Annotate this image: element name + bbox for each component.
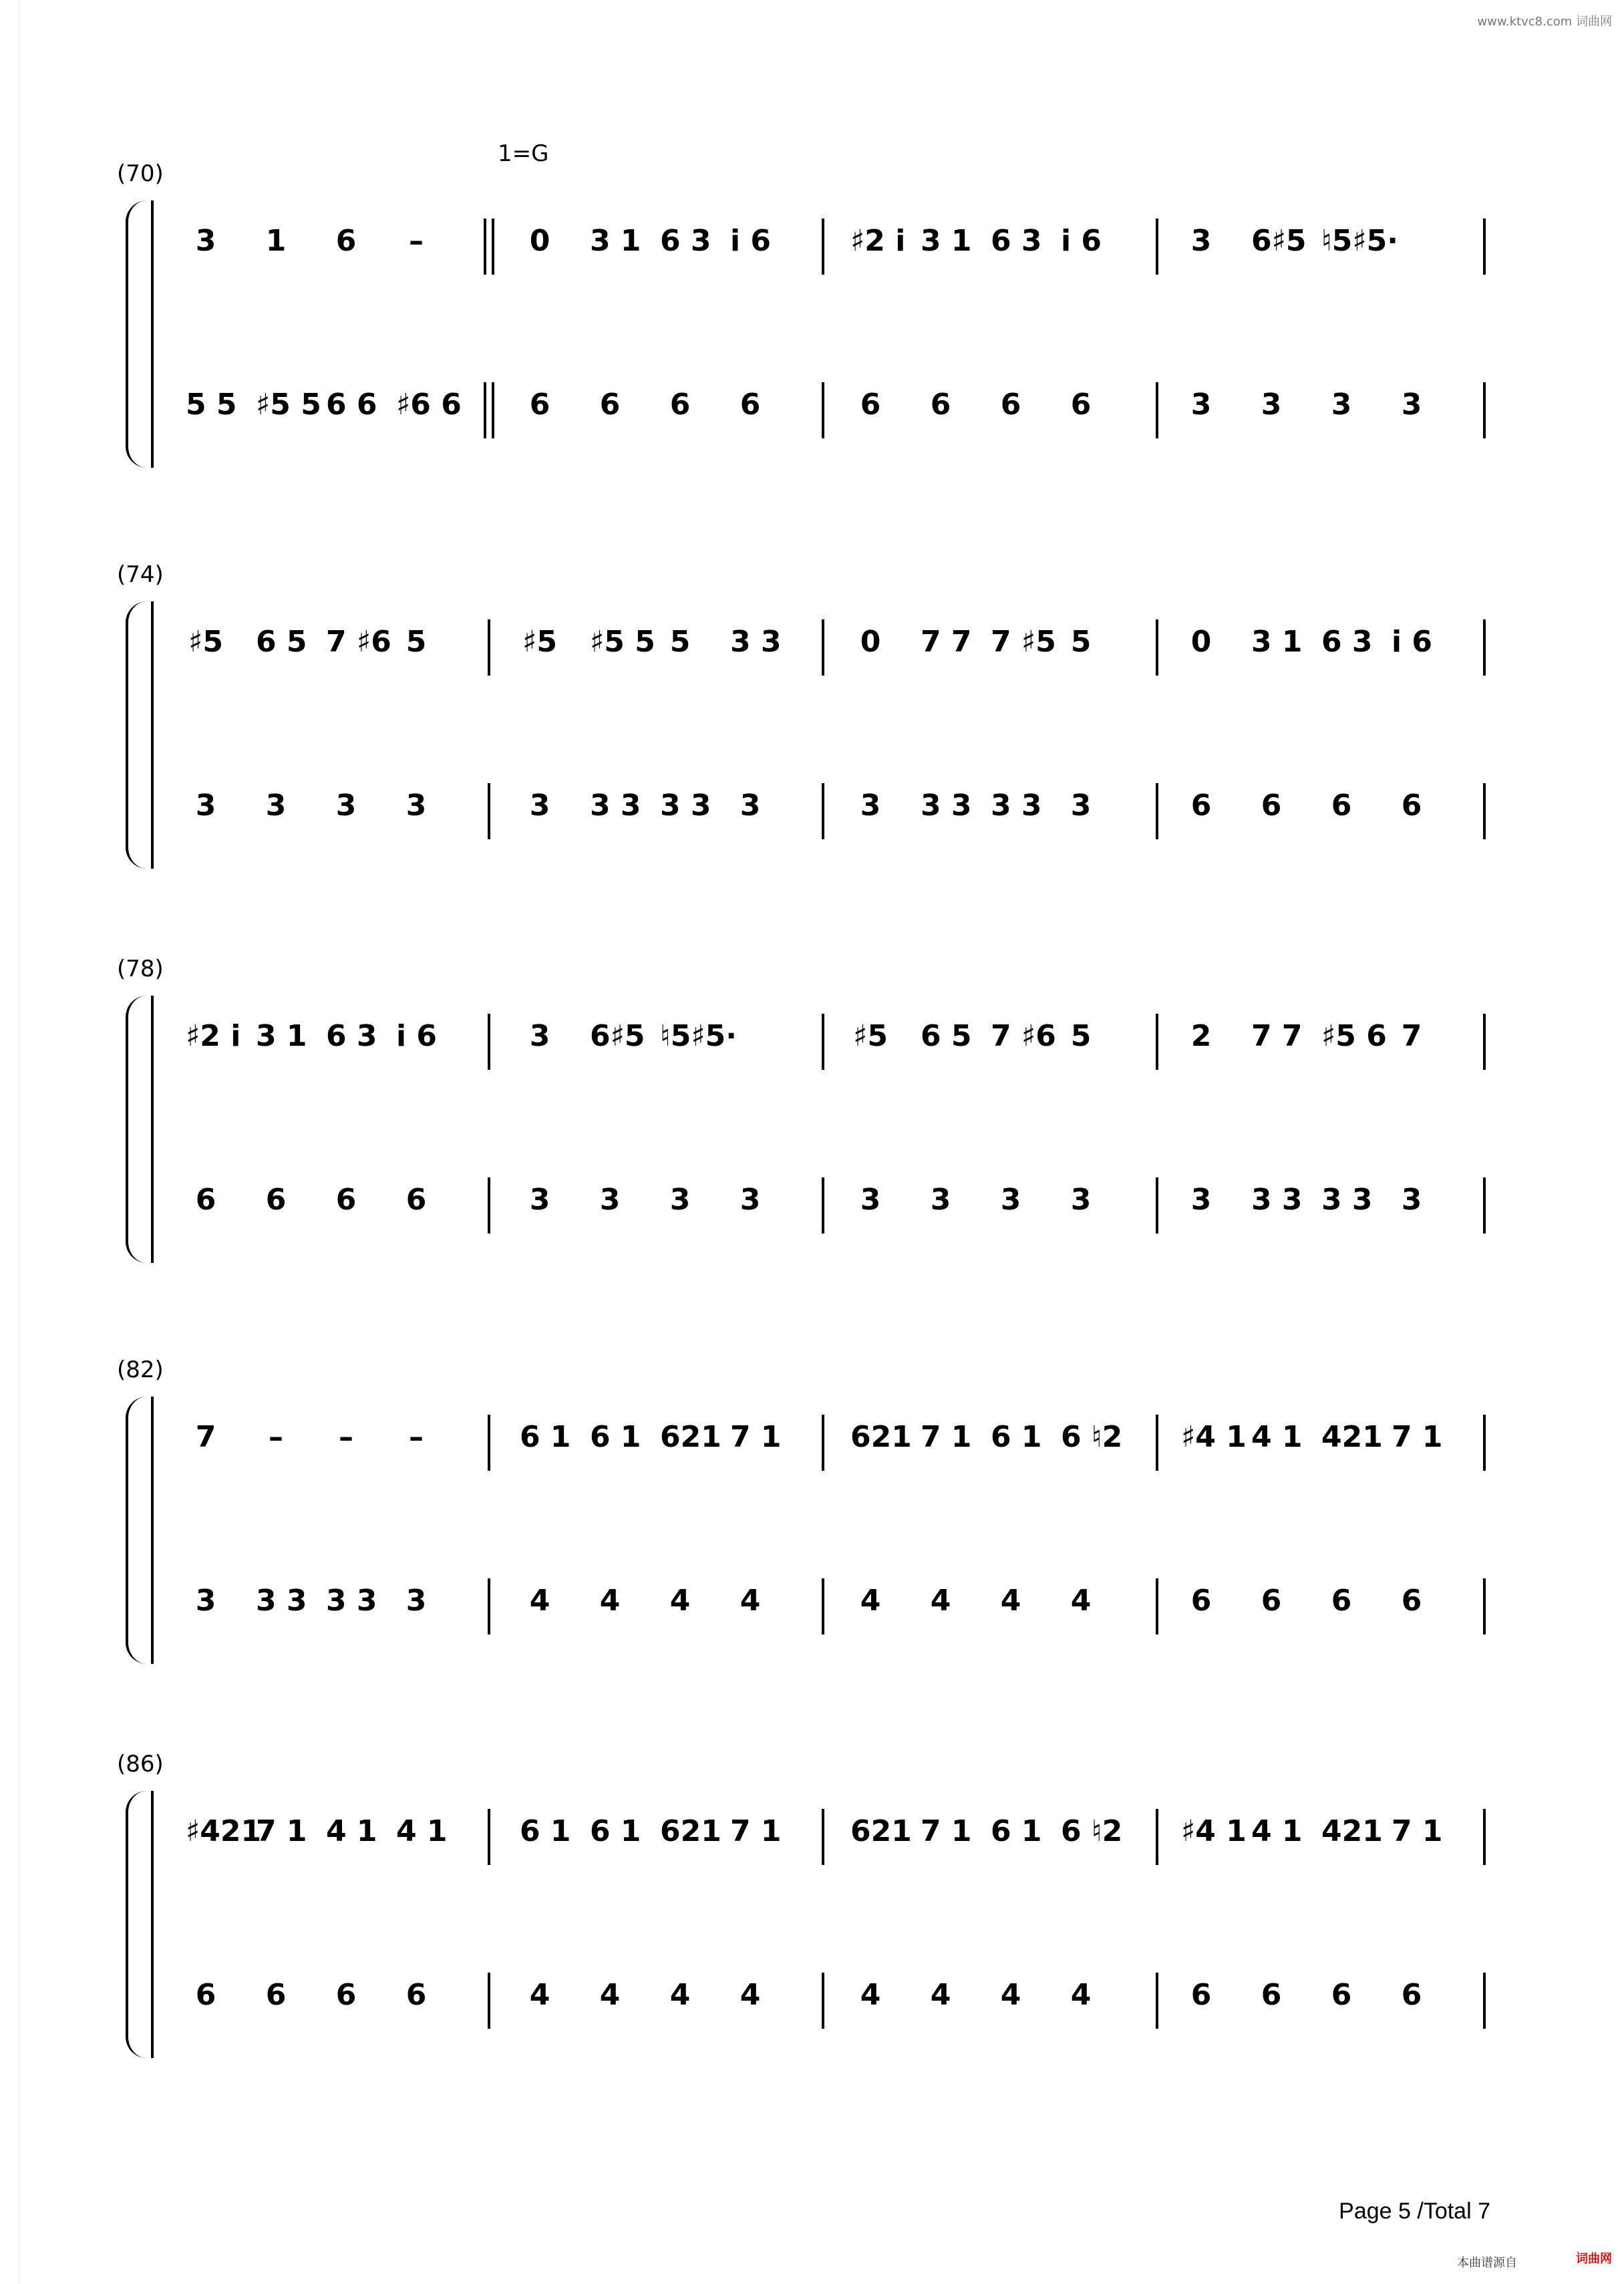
note: 3 3 bbox=[730, 625, 782, 659]
note: 7 1 bbox=[1392, 1814, 1443, 1848]
note: 3 1 bbox=[256, 1019, 307, 1053]
note: 4 bbox=[860, 1978, 881, 2012]
note: 6 3 bbox=[991, 224, 1042, 258]
upper-staff bbox=[0, 1814, 1624, 1854]
note: 3 bbox=[599, 1183, 621, 1217]
note: ♯5 6 bbox=[1321, 1019, 1387, 1053]
note: 0 bbox=[860, 625, 881, 659]
note: 3 bbox=[1401, 1183, 1422, 1217]
note: 6 bbox=[195, 1183, 216, 1217]
lower-staff bbox=[0, 1978, 1624, 2018]
note: 3 bbox=[335, 789, 357, 823]
bar-line bbox=[822, 1177, 824, 1234]
bar-line bbox=[1156, 1973, 1158, 2029]
upper-staff bbox=[0, 625, 1624, 665]
note: 3 bbox=[1190, 1183, 1212, 1217]
note: 3 bbox=[860, 1183, 881, 1217]
note: 3 bbox=[1000, 1183, 1021, 1217]
note: 4 bbox=[529, 1978, 550, 2012]
note: 3 3 bbox=[921, 789, 972, 823]
note: 6 bbox=[930, 388, 951, 422]
note: 6 1 bbox=[991, 1420, 1042, 1454]
note: 4 bbox=[599, 1978, 621, 2012]
bar-line bbox=[488, 783, 490, 839]
note: 7 ♯5 bbox=[991, 625, 1056, 659]
note: 3 bbox=[1070, 789, 1092, 823]
note: ♯2 i bbox=[850, 224, 906, 258]
note: 621 bbox=[850, 1420, 912, 1454]
note: 5 bbox=[405, 625, 427, 659]
note: 3 bbox=[669, 1183, 691, 1217]
note: 4 bbox=[930, 1584, 951, 1618]
note: 4 1 bbox=[326, 1814, 377, 1848]
bar-line bbox=[1156, 219, 1158, 275]
note: 3 3 bbox=[1321, 1183, 1373, 1217]
note: ♯5 5 bbox=[590, 625, 655, 659]
note: 4 bbox=[860, 1584, 881, 1618]
note: 4 bbox=[740, 1584, 761, 1618]
note: 3 1 bbox=[1251, 625, 1303, 659]
note: 4 bbox=[529, 1584, 550, 1618]
bar-line bbox=[1483, 382, 1486, 438]
note: 6 bbox=[265, 1183, 287, 1217]
note: ♯5 bbox=[522, 625, 557, 659]
bar-line bbox=[822, 1809, 824, 1865]
note: 6 bbox=[1401, 1584, 1422, 1618]
note: 4 bbox=[930, 1978, 951, 2012]
note: 3 bbox=[930, 1183, 951, 1217]
note: 3 bbox=[1261, 388, 1282, 422]
note: 3 bbox=[740, 1183, 761, 1217]
note: – bbox=[409, 224, 424, 258]
note: 6 6 bbox=[326, 388, 377, 422]
note: 3 bbox=[195, 224, 216, 258]
note: 1 bbox=[265, 224, 287, 258]
upper-staff bbox=[0, 1019, 1624, 1059]
note: – bbox=[339, 1420, 353, 1454]
note: 6 ♮2 bbox=[1061, 1814, 1123, 1848]
note: 3 bbox=[860, 789, 881, 823]
note: 4 bbox=[740, 1978, 761, 2012]
note: 3 bbox=[195, 789, 216, 823]
note: 3 3 bbox=[256, 1584, 307, 1618]
note: 7 1 bbox=[921, 1814, 972, 1848]
key-signature: 1=G bbox=[498, 140, 549, 167]
note: ♯5 5 bbox=[256, 388, 321, 422]
site-url: www.ktvc8.com 词曲网 bbox=[1477, 15, 1612, 29]
note: 4 bbox=[1070, 1584, 1092, 1618]
note: 3 bbox=[740, 789, 761, 823]
note: 6 bbox=[1261, 789, 1282, 823]
bar-line bbox=[488, 1177, 490, 1234]
note: – bbox=[269, 1420, 283, 1454]
note: 3 3 bbox=[660, 789, 711, 823]
note: 4 bbox=[1000, 1978, 1021, 2012]
page-number: Page 5 /Total 7 bbox=[1339, 2198, 1490, 2224]
note: i 6 bbox=[396, 1019, 438, 1053]
note: 4 1 bbox=[396, 1814, 448, 1848]
note: 6 bbox=[1331, 1978, 1352, 2012]
note: ♯4 1 bbox=[1181, 1420, 1247, 1454]
note: 3 bbox=[1401, 388, 1422, 422]
note: 621 bbox=[850, 1814, 912, 1848]
note: 6 bbox=[1261, 1978, 1282, 2012]
note: ♯421 bbox=[186, 1814, 262, 1848]
bar-line bbox=[488, 1578, 490, 1634]
note: 7 7 bbox=[921, 625, 972, 659]
note: 6 bbox=[1401, 1978, 1422, 2012]
note: 4 1 bbox=[1251, 1814, 1303, 1848]
bar-line bbox=[1156, 1177, 1158, 1234]
note: 6 bbox=[529, 388, 550, 422]
bar-line bbox=[1483, 619, 1486, 676]
bar-line bbox=[822, 1415, 824, 1471]
bar-line bbox=[1483, 1177, 1486, 1234]
note: i 6 bbox=[1061, 224, 1102, 258]
note: 3 3 bbox=[326, 1584, 377, 1618]
note: 6 1 bbox=[520, 1420, 571, 1454]
note: 6 bbox=[740, 388, 761, 422]
bar-line bbox=[822, 1014, 824, 1070]
note: 6 3 bbox=[660, 224, 711, 258]
note: 3 bbox=[195, 1584, 216, 1618]
note: 6 bbox=[1190, 1978, 1212, 2012]
bar-line bbox=[1156, 1578, 1158, 1634]
note: 6 1 bbox=[520, 1814, 571, 1848]
note: 6 3 bbox=[1321, 625, 1373, 659]
note: 6 bbox=[1190, 1584, 1212, 1618]
note: 5 bbox=[669, 625, 691, 659]
bar-line bbox=[1483, 1014, 1486, 1070]
note: 6 bbox=[195, 1978, 216, 2012]
lower-staff bbox=[0, 789, 1624, 829]
note: 6 bbox=[1261, 1584, 1282, 1618]
bar-line bbox=[484, 219, 494, 275]
bar-line bbox=[822, 619, 824, 676]
bar-line bbox=[488, 619, 490, 676]
bar-line bbox=[488, 1973, 490, 2029]
bar-line bbox=[822, 1578, 824, 1634]
note: 6 bbox=[669, 388, 691, 422]
note: ♯4 1 bbox=[1181, 1814, 1247, 1848]
note: 3 3 bbox=[991, 789, 1042, 823]
bar-line bbox=[1156, 1014, 1158, 1070]
bar-line bbox=[1483, 1415, 1486, 1471]
lower-staff bbox=[0, 1584, 1624, 1624]
note: 7 7 bbox=[1251, 1019, 1303, 1053]
note: 6 bbox=[405, 1978, 427, 2012]
note: 7 1 bbox=[1392, 1420, 1443, 1454]
note: 6 bbox=[265, 1978, 287, 2012]
note: 6 bbox=[1000, 388, 1021, 422]
note: 3 3 bbox=[590, 789, 641, 823]
note: 7 1 bbox=[256, 1814, 307, 1848]
lower-staff bbox=[0, 388, 1624, 428]
note: 4 bbox=[1070, 1978, 1092, 2012]
measure-number: (78) bbox=[117, 956, 164, 982]
note: 3 bbox=[1331, 388, 1352, 422]
bar-line bbox=[488, 1014, 490, 1070]
upper-staff bbox=[0, 1420, 1624, 1460]
note: 6 bbox=[1401, 789, 1422, 823]
note: 7 ♯6 bbox=[326, 625, 391, 659]
bar-line bbox=[484, 382, 494, 438]
note: 6 bbox=[1070, 388, 1092, 422]
note: ♯5 bbox=[188, 625, 223, 659]
note: 3 bbox=[529, 1019, 550, 1053]
note: ♯5 bbox=[853, 1019, 888, 1053]
note: 6 bbox=[860, 388, 881, 422]
note: 3 3 bbox=[1251, 1183, 1303, 1217]
note: 421 bbox=[1321, 1420, 1383, 1454]
bar-line bbox=[822, 382, 824, 438]
note: ♯2 i bbox=[186, 1019, 241, 1053]
measure-number: (82) bbox=[117, 1357, 164, 1383]
bar-line bbox=[1156, 382, 1158, 438]
note: 6 bbox=[335, 1978, 357, 2012]
note: 0 bbox=[529, 224, 550, 258]
note: 7 bbox=[195, 1420, 216, 1454]
measure-number: (74) bbox=[117, 561, 164, 588]
note: 4 bbox=[669, 1584, 691, 1618]
note: – bbox=[409, 1420, 424, 1454]
note: 3 bbox=[265, 789, 287, 823]
note: 6 bbox=[599, 388, 621, 422]
note: 3 1 bbox=[590, 224, 641, 258]
note: 6 1 bbox=[590, 1814, 641, 1848]
note: i 6 bbox=[1392, 625, 1433, 659]
measure-number: (86) bbox=[117, 1751, 164, 1777]
note: 421 bbox=[1321, 1814, 1383, 1848]
note: 6 bbox=[335, 1183, 357, 1217]
note: 621 bbox=[660, 1420, 721, 1454]
lower-staff bbox=[0, 1183, 1624, 1223]
note: 4 bbox=[599, 1584, 621, 1618]
note: 621 bbox=[660, 1814, 721, 1848]
note: 3 bbox=[1190, 224, 1212, 258]
bar-line bbox=[488, 1809, 490, 1865]
note: 6 1 bbox=[991, 1814, 1042, 1848]
note: 2 bbox=[1190, 1019, 1212, 1053]
note: 6 bbox=[1190, 789, 1212, 823]
note: 6 bbox=[405, 1183, 427, 1217]
note: ♯6 6 bbox=[396, 388, 462, 422]
bar-line bbox=[1483, 783, 1486, 839]
footer-source: 本曲谱源自 bbox=[1457, 2256, 1517, 2270]
note: 6 5 bbox=[921, 1019, 972, 1053]
bar-line bbox=[1483, 219, 1486, 275]
bar-line bbox=[1156, 1809, 1158, 1865]
note: 6♯5 bbox=[1251, 224, 1307, 258]
note: 4 bbox=[1000, 1584, 1021, 1618]
left-margin-strip bbox=[0, 0, 19, 2284]
note: 6 1 bbox=[590, 1420, 641, 1454]
note: ♮5♯5· bbox=[660, 1019, 737, 1053]
note: 6 3 bbox=[326, 1019, 377, 1053]
note: 6 ♮2 bbox=[1061, 1420, 1123, 1454]
note: 7 1 bbox=[730, 1814, 782, 1848]
bar-line bbox=[822, 783, 824, 839]
note: 5 bbox=[1070, 1019, 1092, 1053]
bar-line bbox=[1483, 1809, 1486, 1865]
note: 4 bbox=[669, 1978, 691, 2012]
bar-line bbox=[1483, 1578, 1486, 1634]
note: 6♯5 bbox=[590, 1019, 645, 1053]
note: 7 ♯6 bbox=[991, 1019, 1056, 1053]
note: 3 1 bbox=[921, 224, 972, 258]
note: 3 bbox=[529, 789, 550, 823]
note: 3 bbox=[1190, 388, 1212, 422]
bar-line bbox=[822, 1973, 824, 2029]
note: 6 5 bbox=[256, 625, 307, 659]
note: i 6 bbox=[730, 224, 772, 258]
note: 6 bbox=[335, 224, 357, 258]
note: 0 bbox=[1190, 625, 1212, 659]
note: 6 bbox=[1331, 1584, 1352, 1618]
note: 7 1 bbox=[921, 1420, 972, 1454]
note: 7 1 bbox=[730, 1420, 782, 1454]
note: 3 bbox=[529, 1183, 550, 1217]
note: 7 bbox=[1401, 1019, 1422, 1053]
note: 3 bbox=[1070, 1183, 1092, 1217]
upper-staff bbox=[0, 224, 1624, 264]
bar-line bbox=[822, 219, 824, 275]
bar-line bbox=[1156, 783, 1158, 839]
note: 5 5 bbox=[186, 388, 237, 422]
note: 3 bbox=[405, 1584, 427, 1618]
bar-line bbox=[1483, 1973, 1486, 2029]
footer-logo: 词曲网 bbox=[1576, 2252, 1612, 2266]
measure-number: (70) bbox=[117, 160, 164, 187]
bar-line bbox=[1156, 619, 1158, 676]
note: 5 bbox=[1070, 625, 1092, 659]
note: ♮5♯5· bbox=[1321, 224, 1398, 258]
note: 4 1 bbox=[1251, 1420, 1303, 1454]
bar-line bbox=[488, 1415, 490, 1471]
bar-line bbox=[1156, 1415, 1158, 1471]
note: 3 bbox=[405, 789, 427, 823]
note: 6 bbox=[1331, 789, 1352, 823]
